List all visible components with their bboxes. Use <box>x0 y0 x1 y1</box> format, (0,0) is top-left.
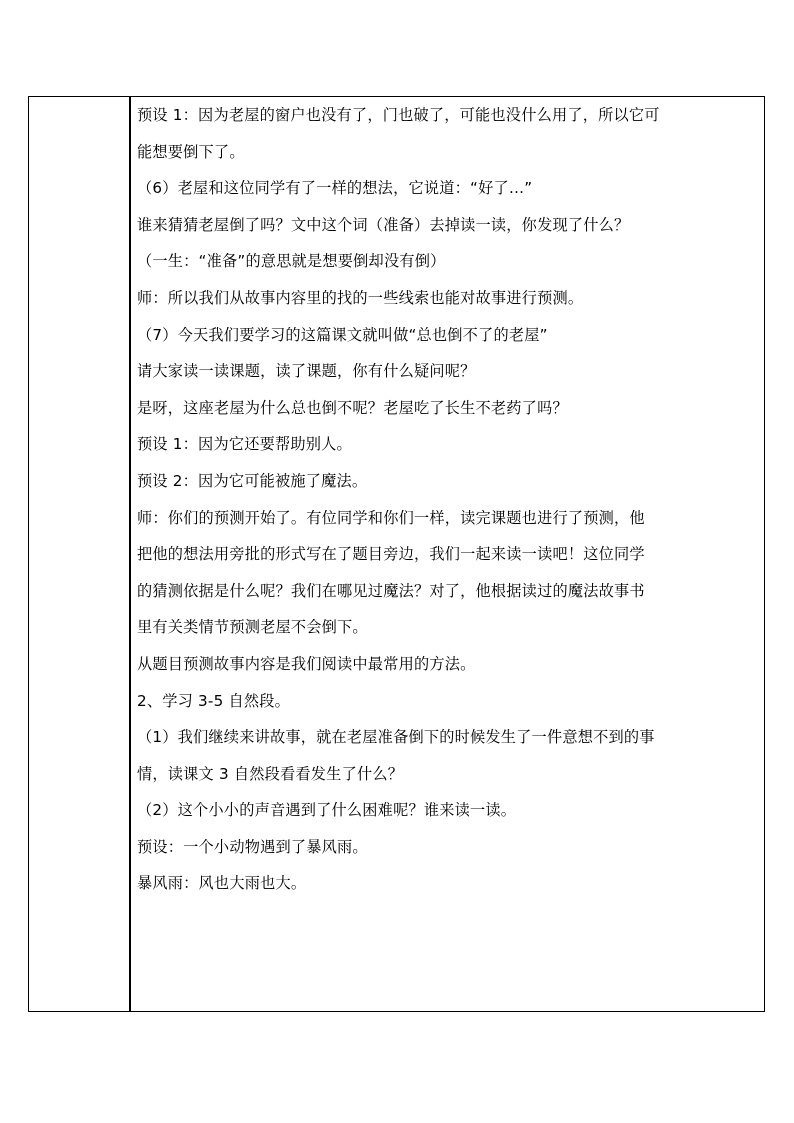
text-line: 师：所以我们从故事内容里的找的一些线索也能对故事进行预测。 <box>137 288 584 307</box>
text-line: 请大家读一读课题，读了课题，你有什么疑问呢？ <box>137 362 476 381</box>
text-line: （6）老屋和这位同学有了一样的想法，它说道：“好了…” <box>137 179 533 198</box>
text-line: （7）今天我们要学习的这篇课文就叫做“总也倒不了的老屋” <box>137 325 548 344</box>
text-line: 预设 1：因为它还要帮助别人。 <box>137 435 352 454</box>
text-line: 能想要倒下了。 <box>137 142 245 161</box>
text-line: 预设：一个小动物遇到了暴风雨。 <box>137 837 368 856</box>
text-line: 2、学习 3-5 自然段。 <box>137 691 291 710</box>
text-line: （2）这个小小的声音遇到了什么困难呢？谁来读一读。 <box>137 801 517 820</box>
text-line: 的猜测依据是什么呢？我们在哪见过魔法？对了，他根据读过的魔法故事书 <box>137 581 645 600</box>
text-line: 里有关类情节预测老屋不会倒下。 <box>137 618 368 637</box>
lesson-content <box>137 97 763 902</box>
text-line: （1）我们继续来讲故事，就在老屋准备倒下的时候发生了一件意想不到的事 <box>137 728 655 747</box>
text-line: 暴风雨：风也大雨也大。 <box>137 874 307 893</box>
text-line: 是呀，这座老屋为什么总也倒不呢？老屋吃了长生不老药了吗？ <box>137 398 568 417</box>
text-line: 把他的想法用旁批的形式写在了题目旁边，我们一起来读一读吧！这位同学 <box>137 545 645 564</box>
left-cell <box>29 97 129 1011</box>
text-line: 情，读课文 3 自然段看看发生了什么？ <box>137 764 404 783</box>
column-divider <box>129 97 131 1011</box>
text-line: 师：你们的预测开始了。有位同学和你们一样，读完课题也进行了预测，他 <box>137 508 645 527</box>
text-line: 预设 2：因为它可能被施了魔法。 <box>137 471 368 490</box>
text-line: 预设 1：因为老屋的窗户也没有了，门也破了，可能也没什么用了，所以它可 <box>137 106 660 124</box>
lesson-table <box>28 96 765 1012</box>
text-line: （一生：“准备”的意思就是想要倒却没有倒） <box>137 252 446 271</box>
text-line: 从题目预测故事内容是我们阅读中最常用的方法。 <box>137 654 476 673</box>
text-line: 谁来猜猜老屋倒了吗？文中这个词（准备）去掉读一读，你发现了什么？ <box>137 215 630 234</box>
